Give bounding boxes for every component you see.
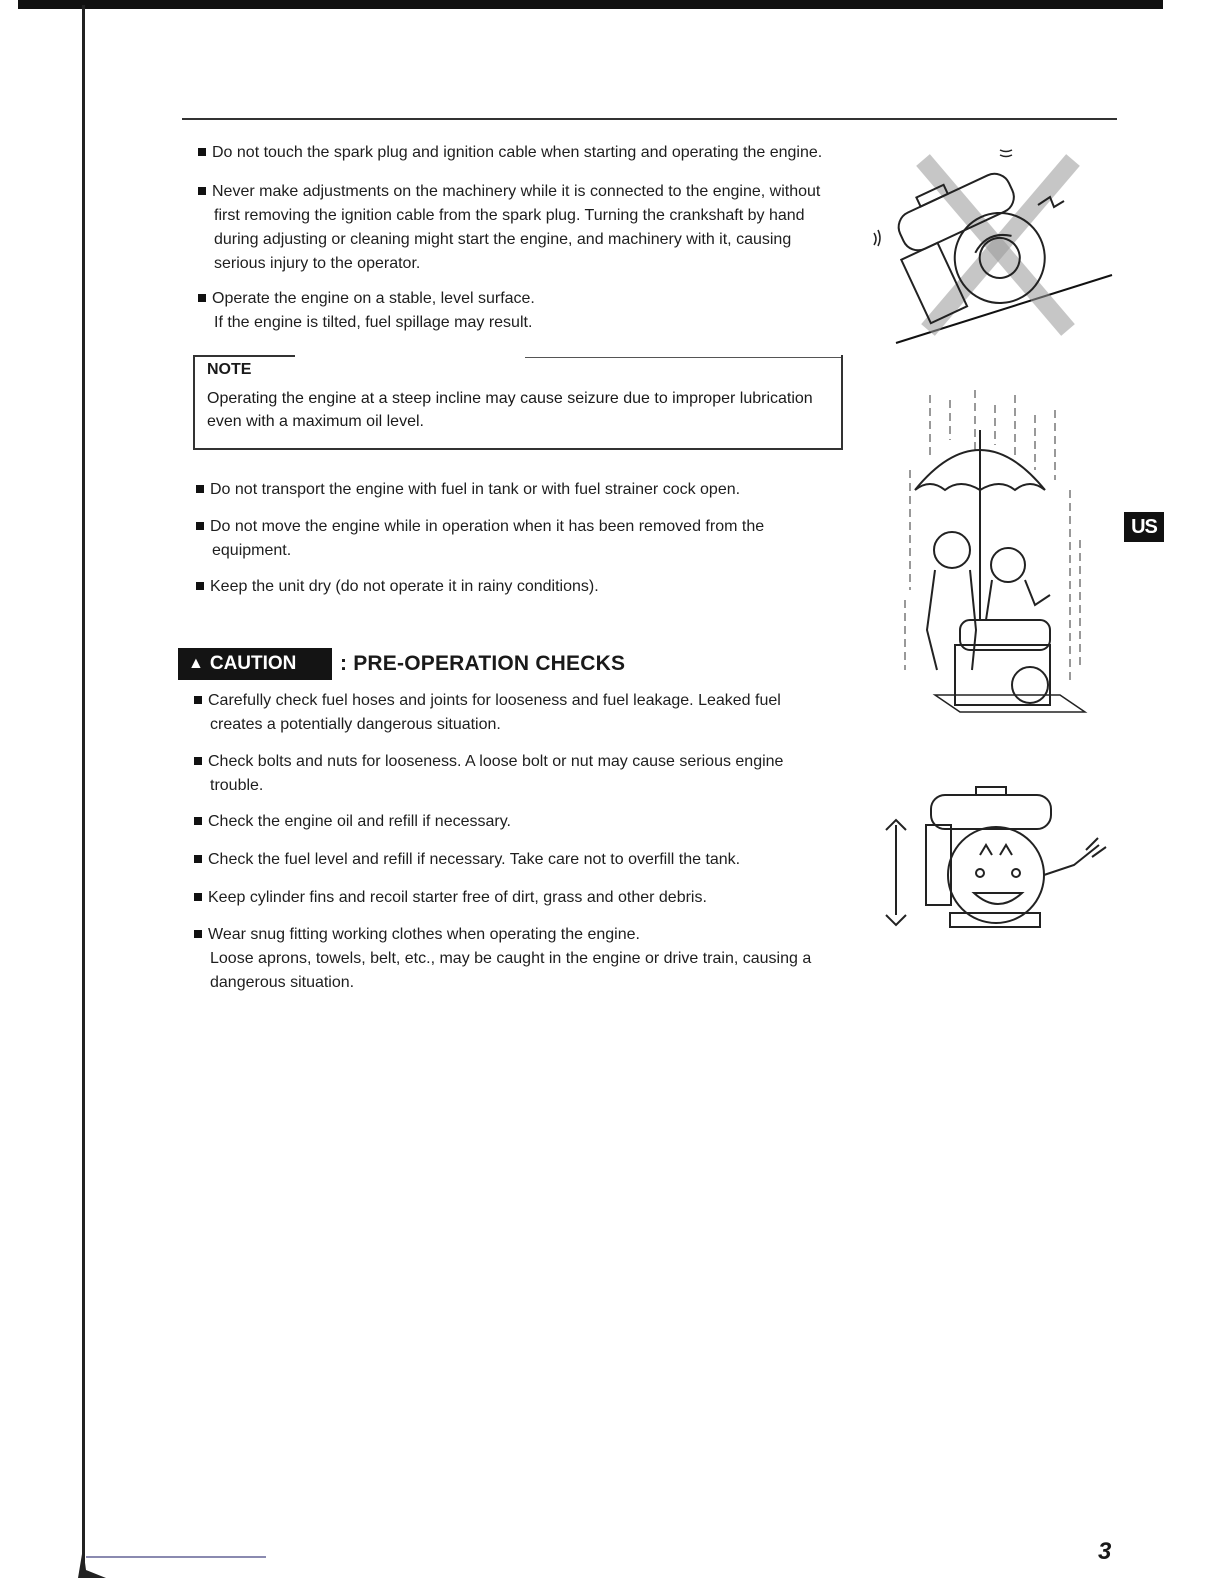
language-tab: US — [1124, 512, 1164, 542]
caution-badge: ▲ CAUTION — [178, 648, 332, 680]
bullet-square-icon — [198, 187, 206, 195]
list-item: Check the fuel level and refill if necessary. Take care not to overfill the tank. — [194, 848, 854, 872]
warning-triangle-icon: ▲ — [188, 655, 204, 672]
list-item: Carefully check fuel hoses and joints for looseness and fuel leakage. Leaked fuel creates a potentially dangerous situation. — [194, 689, 854, 737]
section-title: : PRE-OPERATION CHECKS — [340, 652, 626, 675]
page-number: 3 — [1098, 1538, 1112, 1565]
bullet-square-icon — [196, 582, 204, 590]
tilted-engine-illustration — [868, 145, 1118, 350]
bullet-square-icon — [194, 696, 202, 704]
happy-engine-illustration — [876, 785, 1116, 935]
note-title: NOTE — [207, 361, 252, 378]
list-item: Do not transport the engine with fuel in tank or with fuel strainer cock open. — [196, 478, 856, 502]
list-item: Keep cylinder fins and recoil starter free of dirt, grass and other debris. — [194, 886, 854, 910]
bullet-square-icon — [194, 855, 202, 863]
note-box — [193, 355, 843, 450]
bullet-square-icon — [194, 757, 202, 765]
list-item: Check bolts and nuts for looseness. A loose bolt or nut may cause serious engine trouble. — [194, 750, 854, 798]
list-item: Never make adjustments on the machinery while it is connected to the engine, without first removing the ignition cable from the spark plug. Turning the crankshaft by hand during adjusting or cleaning might start the engine, and machinery with it, causing serious injury to the operator. — [198, 180, 858, 276]
rain-umbrella-illustration — [860, 390, 1100, 735]
list-item: Wear snug fitting working clothes when operating the engine. Loose aprons, towels, belt, etc., may be caught in the engine or drive train, causing a dangerous situation. — [194, 923, 854, 995]
list-item: Do not move the engine while in operation when it has been removed from the equipment. — [196, 515, 856, 563]
list-item: Do not touch the spark plug and ignition cable when starting and operating the engine. — [198, 141, 858, 165]
bullet-square-icon — [196, 485, 204, 493]
bullet-square-icon — [198, 148, 206, 156]
bullet-square-icon — [196, 522, 204, 530]
bullet-square-icon — [198, 294, 206, 302]
bullet-square-icon — [194, 893, 202, 901]
bullet-square-icon — [194, 930, 202, 938]
list-item: Check the engine oil and refill if necessary. — [194, 810, 854, 834]
list-item: Operate the engine on a stable, level surface. If the engine is tilted, fuel spillage may result. — [198, 287, 858, 335]
note-text: Operating the engine at a steep incline may cause seizure due to improper lubrication even with a maximum oil level. — [207, 390, 813, 430]
bullet-square-icon — [194, 817, 202, 825]
list-item: Keep the unit dry (do not operate it in rainy conditions). — [196, 575, 856, 599]
